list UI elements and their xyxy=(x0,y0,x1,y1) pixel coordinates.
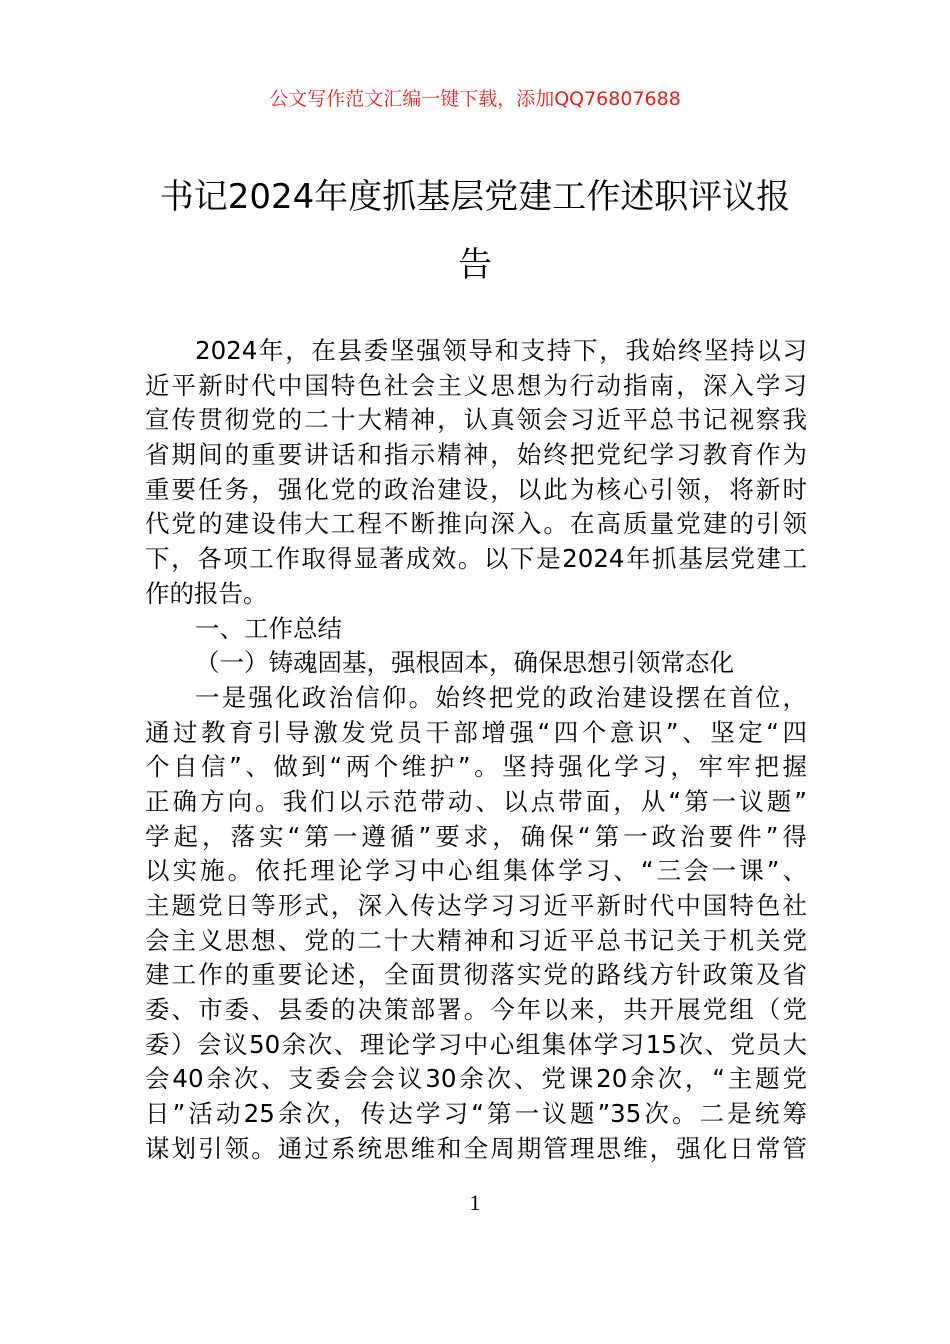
text-line: 作的报告。 xyxy=(145,578,268,608)
text-line: 正确方向。我们以示范带动、以点带面，从“第一议题” xyxy=(145,786,807,816)
text-line: 会主义思想、党的二十大精神和习近平总书记关于机关党 xyxy=(145,925,807,955)
text-line: 一是强化政治信仰。始终把党的政治建设摆在首位， xyxy=(195,682,807,712)
text-line: 代党的建设伟大工程不断推向深入。在高质量党建的引领 xyxy=(145,509,807,539)
text-line: 宣传贯彻党的二十大精神，认真领会习近平总书记视察我 xyxy=(145,405,807,435)
text-line: 谋划引领。通过系统思维和全周期管理思维，强化日常管 xyxy=(145,1133,807,1163)
text-line: 学起，落实“第一遵循”要求，确保“第一政治要件”得 xyxy=(145,821,807,851)
title-line: 书记2024年度抓基层党建工作述职评议报 xyxy=(159,177,791,217)
text-line: 主题党日等形式，深入传达学习习近平新时代中国特色社 xyxy=(145,891,807,920)
text-line: 日”活动25余次，传达学习“第一议题”35次。二是统筹 xyxy=(145,1099,807,1129)
text-line: 近平新时代中国特色社会主义思想为行动指南，深入学习 xyxy=(145,370,807,400)
page-number: 1 xyxy=(469,1190,481,1215)
watermark-header: 公文写作范文汇编一键下载，添加QQ76807688 xyxy=(269,88,681,110)
text-line: 会40余次、支委会会议30余次、党课20余次，“主题党 xyxy=(145,1064,807,1094)
text-line: 一、工作总结 xyxy=(195,613,342,643)
text-line: （一）铸魂固基，强根固本，确保思想引领常态化 xyxy=(195,648,734,678)
text-line: 省期间的重要讲话和指示精神，始终把党纪学习教育作为 xyxy=(145,440,807,470)
text-line: 下，各项工作取得显著成效。以下是2024年抓基层党建工 xyxy=(145,544,807,574)
document-title xyxy=(0,163,950,299)
text-line: 通过教育引导激发党员干部增强“四个意识”、坚定“四 xyxy=(145,717,807,747)
document-body xyxy=(145,334,807,1167)
text-line: 2024年，在县委坚强领导和支持下，我始终坚持以习 xyxy=(195,336,807,365)
text-line: 委、市委、县委的决策部署。今年以来，共开展党组（党 xyxy=(145,995,807,1025)
text-line: 委）会议50余次、理论学习中心组集体学习15次、党员大 xyxy=(145,1029,807,1059)
text-line: 个自信”、做到“两个维护”。坚持强化学习，牢牢把握 xyxy=(145,752,807,782)
title-line: 告 xyxy=(458,245,492,285)
text-line: 以实施。依托理论学习中心组集体学习、“三会一课”、 xyxy=(145,856,807,886)
text-line: 重要任务，强化党的政治建设，以此为核心引领，将新时 xyxy=(145,474,807,504)
text-line: 建工作的重要论述，全面贯彻落实党的路线方针政策及省 xyxy=(145,960,807,990)
